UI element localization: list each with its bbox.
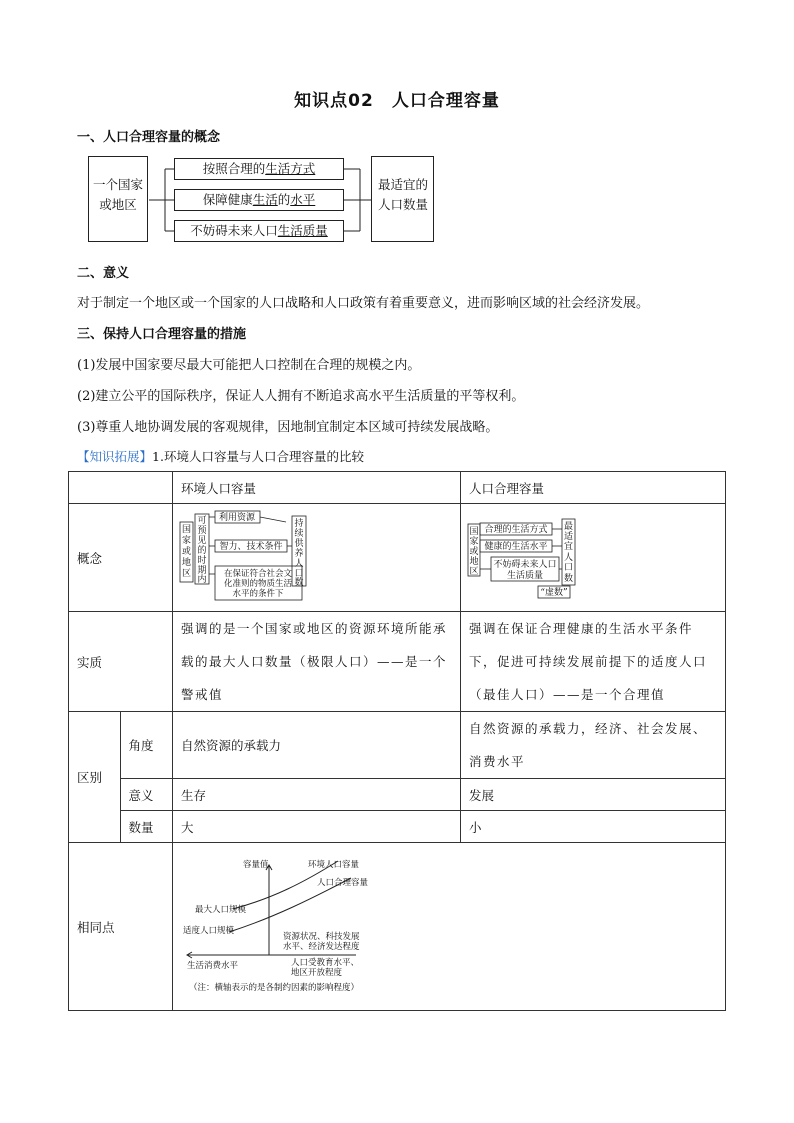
table-row-common — [69, 843, 726, 1011]
env-concept-cell — [172, 504, 460, 612]
essence-rational: 强调在保证合理健康的生活水平条件下，促进可持续发展前提下的适度人口（最佳人口）——是一个合理值 — [460, 612, 725, 712]
env-result-4: 养 — [294, 549, 304, 559]
concept-right-box — [371, 156, 434, 242]
concept-left-box — [88, 156, 148, 242]
graph-max-label: 最大人口规模 — [194, 905, 246, 915]
env-col-b-5: 时 — [197, 556, 207, 566]
row-label-difference: 区别 — [69, 712, 121, 843]
rational-left-1: 国 — [469, 527, 479, 537]
extension-text: 1.环境人口容量与人口合理容量的比较 — [152, 449, 364, 464]
measure-item-2: (2)建立公平的国际秩序，保证人人拥有不断追求高水平生活质量的平等权利。 — [77, 389, 525, 404]
rational-result-2: 适 — [563, 532, 573, 542]
sub-label-quantity: 数量 — [120, 811, 172, 843]
env-concept-diagram — [173, 504, 460, 608]
rational-concept-cell — [460, 504, 725, 612]
env-result-5: 人 — [294, 559, 304, 569]
env-result-3: 供 — [294, 539, 304, 549]
rational-result-1: 最 — [563, 522, 573, 532]
section2-heading: 二、意义 — [77, 266, 130, 281]
graph-x-right2-line1: 人口受教育水平、 — [290, 958, 359, 968]
concept-mid-2-underlined-b: 水平 — [290, 192, 316, 207]
env-col-b-6: 期 — [197, 566, 207, 576]
rational-item-future-1: 不妨碍未来人口 — [493, 560, 557, 570]
env-item-condition-1: 在保证符合社会文 — [223, 569, 292, 579]
concept-mid-1-underlined: 生活方式 — [265, 161, 316, 176]
concept-mid-3-pre: 不妨碍未来人口 — [190, 223, 278, 238]
quantity-env: 大 — [172, 811, 460, 843]
graph-x-left-label: 生活消费水平 — [186, 961, 238, 971]
row-label-common: 相同点 — [69, 843, 173, 1011]
knowledge-extension — [77, 447, 364, 465]
rational-left-3: 或 — [469, 547, 479, 557]
graph-x-right1-line1: 资源状况、科技发展 — [282, 932, 360, 942]
concept-mid-box-2 — [174, 189, 344, 211]
comparison-table — [68, 471, 726, 1011]
concept-right-line2: 人口数量 — [378, 197, 429, 212]
capacity-graph — [173, 843, 723, 1007]
header-env-capacity: 环境人口容量 — [172, 472, 460, 504]
env-col-a-2: 家 — [181, 536, 191, 546]
concept-left-line1: 一个国家 — [92, 177, 143, 192]
rational-concept-diagram — [461, 504, 725, 608]
common-graph-cell — [172, 843, 725, 1011]
env-col-b-4: 的 — [197, 546, 207, 556]
table-row-angle — [69, 712, 726, 779]
env-result-6: 口 — [294, 569, 304, 579]
concept-mid-box-1 — [174, 158, 344, 180]
row-label-essence: 实质 — [69, 612, 173, 712]
graph-y-label: 容量值 — [242, 860, 269, 870]
rational-left-4: 地 — [469, 557, 479, 567]
rational-left-5: 区 — [469, 567, 479, 577]
measure-item-1: (1)发展中国家要尽最大可能把人口控制在合理的规模之内。 — [77, 358, 421, 373]
rational-result-3: 宜 — [563, 542, 573, 552]
concept-mid-2-underlined-a: 生活 — [252, 192, 278, 207]
rational-result-4: 人 — [563, 553, 573, 563]
graph-opt-label: 适度人口规模 — [182, 926, 234, 936]
graph-note: （注：横轴表示的是各制约因素的影响程度） — [188, 983, 359, 993]
graph-curve2-label: 人口合理容量 — [316, 878, 368, 888]
essence-env: 强调的是一个国家或地区的资源环境所能承载的最大人口数量（极限人口）——是一个警戒值 — [172, 612, 460, 712]
env-col-b-1: 可 — [197, 516, 207, 526]
concept-mid-1-pre: 按照合理的 — [202, 161, 266, 176]
env-col-b-2: 预 — [197, 526, 207, 536]
rational-result-6: 数 — [563, 574, 573, 584]
concept-mid-2-mid: 的 — [277, 192, 291, 207]
rational-item-health: 健康的生活水平 — [484, 542, 548, 552]
env-item-condition-2: 化准则的物质生活 — [223, 579, 292, 589]
concept-left-line2: 或地区 — [99, 197, 137, 212]
env-col-a-3: 或 — [181, 547, 191, 557]
env-col-b-7: 内 — [197, 575, 207, 585]
env-col-a-1: 国 — [181, 525, 191, 535]
extension-tag: 【知识拓展】 — [77, 449, 153, 464]
env-item-technology: 智力、技术条件 — [219, 542, 283, 552]
rational-item-lifestyle: 合理的生活方式 — [484, 525, 548, 535]
section3-heading: 三、保持人口合理容量的措施 — [77, 327, 247, 342]
meaning-rational: 发展 — [460, 779, 725, 811]
table-row-meaning — [69, 779, 726, 811]
section2-text: 对于制定一个地区或一个国家的人口战略和人口政策有着重要意义，进而影响区域的社会经济发展。 — [77, 296, 650, 311]
env-item-resources: 利用资源 — [218, 513, 255, 523]
table-header-row — [69, 472, 726, 504]
angle-rational: 自然资源的承载力，经济、社会发展、消费水平 — [460, 712, 725, 779]
angle-env: 自然资源的承载力 — [172, 712, 460, 779]
graph-curve1-label: 环境人口容量 — [307, 860, 359, 870]
meaning-env: 生存 — [172, 779, 460, 811]
graph-x-right1-line2: 水平、经济发达程度 — [282, 942, 360, 952]
concept-mid-3-underlined: 生活质量 — [277, 223, 328, 238]
quantity-rational: 小 — [460, 811, 725, 843]
rational-left-2: 家 — [469, 537, 479, 547]
env-item-condition-3: 水平的条件下 — [232, 589, 284, 599]
env-col-a-4: 地 — [181, 558, 191, 568]
sub-label-meaning: 意义 — [120, 779, 172, 811]
table-row-essence — [69, 612, 726, 712]
env-col-b-3: 见 — [197, 536, 207, 546]
row-label-concept: 概念 — [69, 504, 173, 612]
env-result-7: 数 — [294, 578, 304, 588]
header-rational-capacity: 人口合理容量 — [460, 472, 725, 504]
concept-right-line1: 最适宜的 — [378, 177, 429, 192]
measure-item-3: (3)尊重人地协调发展的客观规律，因地制宜制定本区域可持续发展战略。 — [77, 420, 499, 435]
env-result-1: 持 — [294, 519, 304, 529]
sub-label-angle: 角度 — [120, 712, 172, 779]
header-empty-cell — [69, 472, 173, 504]
table-row-concept — [69, 504, 726, 612]
rational-result-5: 口 — [563, 563, 573, 573]
env-col-a-5: 区 — [181, 569, 191, 579]
section1-heading: 一、人口合理容量的概念 — [77, 130, 221, 145]
concept-mid-2-pre: 保障健康 — [202, 192, 253, 207]
table-row-quantity — [69, 811, 726, 843]
env-result-2: 续 — [294, 529, 304, 539]
graph-x-right2-line2: 地区开放程度 — [290, 968, 342, 978]
concept-mid-box-3 — [174, 220, 344, 242]
rational-item-future-2: 生活质量 — [506, 571, 543, 581]
page-title: 知识点02 人口合理容量 — [294, 91, 500, 111]
rational-note: “虚数” — [540, 588, 568, 598]
